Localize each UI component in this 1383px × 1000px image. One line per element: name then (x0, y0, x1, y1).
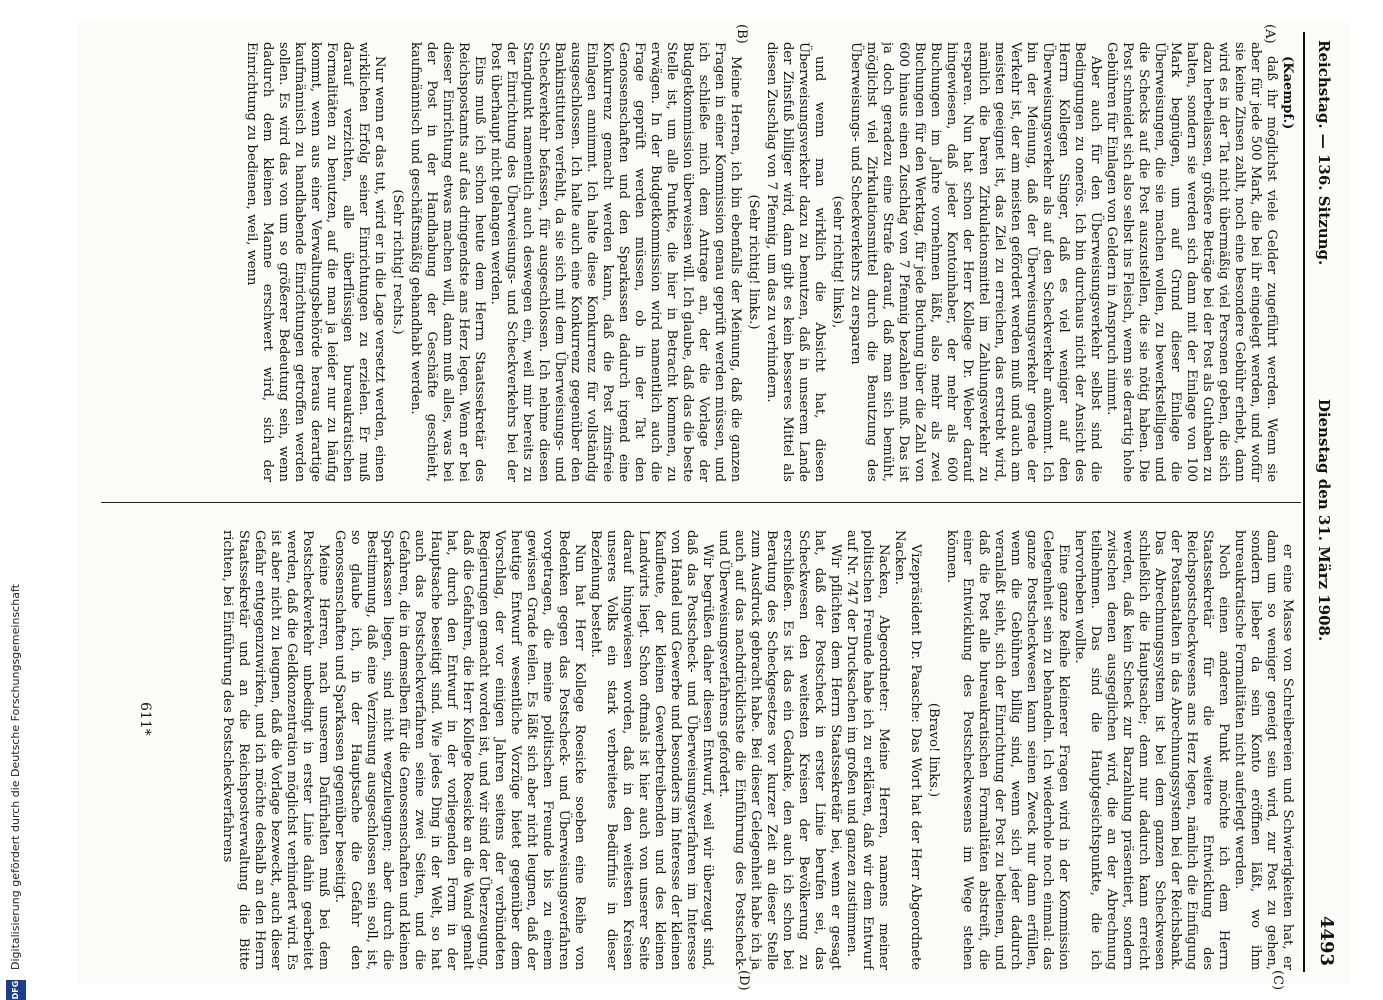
paragraph: Wir pflichten dem Herrn Staatssekretär bei, wenn er gesagt hat, daß der Postscheck in erster Linie berufen sei, das Scheckwesen den weitesten Kreisen der Bevölkerung zu erschließen. Es ist das ein Gedanke, den auch ich schon bei Beratung des Scheckgesetzes vor kurzer Zeit an dieser Stelle zum Ausdruck gebracht habe. Bei dieser Gelegenheit habe ich ja auch auf das nachdrücklichste die Einführung des Postscheck- und Überweisungsverfahrens gefordert. (716, 530, 843, 970)
dfg-logo: DFG (6, 980, 26, 1000)
interjection: (sehr richtig! links), (830, 195, 845, 329)
paragraph: Nacken, Abgeordneter: Meine Herren, namens meiner politischen Freunde habe ich zu erklären, daß wir dem Entwurf auf Nr. 747 der Drucksachen im großen und ganzen zustimmen. (844, 530, 891, 970)
paragraph: Noch einen anderen Punkt möchte ich dem Herrn Staatssekretär für die weitere Entwicklung des Reichspostscheckwesens ans Herz legen, nämlich die Einfügung der Postanstalten in das Abrechnungssystem bei der Reichsbank. Das Abrechnungssystem ist bei dem ganzen Scheckwesen schließlich die Hauptsache; denn nur dadurch kann erreicht werden, daß kein Scheck zur Barzahlung präsentiert, sondern zwischen denen ausgeglichen wird, die an der Abrechnung teilnehmen. Das sind die Hauptgesichtspunkte, die ich hervorheben wollte. (1072, 530, 1231, 970)
signature-mark: 611* (137, 702, 153, 736)
paragraph: Eine ganze Reihe kleinerer Fragen wird in der Kommission Gelegenheit sein zu behandeln. Ich wiederhole noch einmal: das ganze Postscheckwesen kann seinen Zweck nur dann erfüllen, wenn die Gebühren billig sind, wenn sich jeder dadurch veranlaßt sieht, sich der Einrichtung der Post zu bedienen, und daß die Post alle bureaukratischen Formalitäten abstreift, die einer Entwicklung des Postscheckwesens im Wege stehen können. (944, 530, 1071, 970)
left-column (95, 42, 1295, 482)
header-session: Reichstag. — 136. Sitzung. (1315, 40, 1333, 266)
page-header (1305, 40, 1339, 966)
header-rule (1303, 32, 1305, 972)
paragraph: Aber auch für den Überweisungsverkehr selbst sind die Bedingungen zu onerös. Ich bin durchaus nicht der Ansicht des Herrn Kollegen Singer, daß es viel weniger auf den Überweisungsverkehr als auf den Scheckverkehr ankommt. Ich bin der Meinung, daß der Überweisungsverkehr gerade der Verkehr ist, der am meisten gefördert werden muß und auch am meisten geeignet ist, das Ziel zu erreichen, das erstrebt wird, nämlich die baren Zirkulationsmittel im Zahlungsverkehr zu ersparen. Nun hat schon der Herr Kollege Dr. Weber darauf hingewiesen, daß jeder Kontoinhaber, der mehr als 600 Buchungen im Jahre vornehmen läßt, also mehr als zwei Buchungen für den Werktag, für jede Buchung über die Zahl von 600 hinaus einen Zuschlag von 7 Pfennig bezahlen muß. Das ist ja doch geradezu eine Strafe darauf, daß man sich bemüht, möglichst viel Zirkulationsmittel durch die Benutzung des Überweisungs- und Scheckverkehrs zu ersparen (848, 42, 1103, 482)
interjection: (Sehr richtig! rechts.) (390, 189, 405, 335)
paragraph: Wir begrüßen daher diesen Entwurf, weil wir überzeugt sind, daß das Postscheck- und Überweisungsverfahren im Interesse von Handel und Gewerbe und besonders im Interesse der kleinen Kaufleute, der kleinen Gewerbetreibenden und des kleinen Landwirts liegt. Schon oftmals ist hier auch von unserer Seite darauf hingewiesen worden, daß in den weitesten Kreisen unseres Volks ein stark verbreitetes Bedürfnis in dieser Beziehung besteht. (588, 530, 715, 970)
paragraph: Meine Herren, nach unserem Dafürhalten muß bei dem Postscheckverkehr unbedingt in erster Linie dahin gearbeitet werden, daß die Geldkonzentration möglichst verhindert wird. Es ist aber nicht zu leugnen, daß die Vorlage bezweckt, auch dieser Gefahr entgegenzuwirken, und ich möchte deshalb an den Herrn Staatssekretär und an die Reichspostverwaltung die Bitte richten, bei Einführung des Postscheckverfahrens (220, 530, 331, 970)
paragraph: Nur wenn er das tut, wird er in die Lage versetzt werden, einen wirklichen Erfolg seiner Einrichtungen zu erzielen. Er muß darauf verzichten, alle überflüssigen bureaukratischen Formalitäten zu benutzen, auf die man ja leider nur zu häufig kommt, wenn aus einer Verwaltungsbehörde heraus derartige kaufmännisch zu handhabende Einrichtungen getroffen werden sollen. Es wird das von um so größerer Bedeutung sein, wenn dadurch dem kleinen Manne erschwert wird, sich der Einrichtung zu bedienen, weil, wenn (244, 42, 387, 482)
column-divider (101, 502, 1301, 503)
paragraph: er eine Masse von Schreibereien und Schwierigkeiten hat, er dann um so weniger geneigt sein wird, zur Post zu gehen, sondern lieber da sein Konto eröffnen läßt, wo ihm bureaukratische Formalitäten nicht auferlegt werden. (1232, 530, 1295, 970)
interjection: (Sehr richtig! links.) (746, 194, 761, 330)
speaker-tag: (Kaempf.) (1280, 56, 1295, 130)
digitization-credit-text: Digitalisierung gefördert durch die Deutsche Forschungsgemeinschaft (9, 584, 22, 970)
margin-mark-b: (B) (734, 24, 749, 44)
right-column (95, 530, 1295, 970)
interjection: (Bravo! links.) (926, 702, 941, 798)
paragraph: und wenn man wirklich die Absicht hat, diesen Überweisungsverkehr dazu zu benutzen, daß in unserem Lande der Zinsfuß billiger wird, dann gibt es kein besseres Mittel als diesen Zuschlag von 7 Pfennig, um das zu verhindern. (764, 42, 827, 482)
paragraph: Vizepräsident Dr. Paasche: Das Wort hat der Herr Abgeordnete Nacken. (892, 530, 923, 970)
margin-mark-c: (C) (1270, 970, 1285, 991)
header-date: Dienstag den 31. März 1908. (1315, 398, 1333, 642)
paragraph: Meine Herren, ich bin ebenfalls der Meinung, daß die ganzen Fragen in einer Kommission genau geprüft werden müssen, und ich schließe mich dem Antrage an, der die Vorlage der Budgetkommission überweisen will. Ich glaube, daß das die beste Stelle ist, um alle Punkte, die hier in Betracht kommen, zu erwägen. In der Budgetkommission wird namentlich auch die Frage geprüft werden müssen, ob in der Tat den Genossenschaften und den Sparkassen dadurch irgend eine Konkurrenz gemacht werden kann, daß die Post zinsfreie Einlagen annimmt. Ich halte diese Konkurrenz für vollständig ausgeschlossen. Ich halte auch eine Konkurrenz gegenüber den Bankinstituten verfehlt, da sie sich mit dem Überweisungs- und Scheckverkehr befassen, für ausgeschlossen. Ich nehme diesen Standpunkt namentlich auch deswegen ein, weil mir bereits zu der Einrichtung des Überweisungs- und Scheckverkehrs bei der Post überhaupt nicht gelangen werden. (488, 42, 743, 482)
paragraph: Nun hat Herr Kollege Roesicke soeben eine Reihe von Bedenken gegen das Postscheck- und Überweisungsverfahren vorgetragen, die meine politischen Freunde bis zu einem gewissen Grade teilen. Es läßt sich aber nicht leugnen, daß der heutige Entwurf wesentliche Vorzüge bietet gegenüber dem Vorschlag, der vor einigen Jahren seitens der verbündeten Regierungen gemacht worden ist, und wir sind der Überzeugung, daß die Gefahren, die Herr Kollege Roesicke an die Wand gemalt hat, durch den Entwurf in der vorliegenden Form in der Hauptsache beseitigt sind. Wie jedes Ding in der Welt, so hat auch das Postscheckverfahren seine zwei Seiten, und die Gefahren, die in demselben für die Genossenschaften und kleinen Sparkassen liegen, sind nicht wegzuleugnen; aber durch die Bestimmung, daß eine Verzinsung ausgeschlossen sein soll, ist, so glaube ich, in der Hauptsache die Gefahr den Genossenschaften und Sparkassen gegenüber beseitigt. (332, 530, 587, 970)
page-number: 4493 (1316, 915, 1337, 966)
page-content (78, 22, 1349, 991)
margin-mark-d: (D) (736, 970, 751, 991)
margin-mark-a: (A) (1262, 24, 1277, 44)
paragraph: daß ihr möglichst viele Gelder zugeführt werden. Wenn sie aber für jede 500 Mark, die bei ihr eingelegt werden, und wofür sie keine Zinsen zahlt, noch eine besondere Gebühr erhebt, dann wird es in der Tat nicht übermäßig viel Personen geben, die sich dazu herbeilassen, größere Beträge bei der Post als Guthaben zu halten, sondern sie werden sich dann mit der Einlage von 100 Mark begnügen, um auf Grund dieser Einlage die Überweisungen, die sie machen wollen, zu bewerkstelligen und die Schecks auf die Post auszustellen, die sie nötig haben. Die Post schneidet sich also selbst ins Fleisch, wenn sie derartig hohe Gebühren für Einlagen von Geldern in Anspruch nimmt. (1104, 42, 1279, 482)
digitization-credit (6, 0, 26, 1000)
scanned-page (78, 22, 1349, 991)
paragraph: Eins muß ich schon heute dem Herrn Staatssekretär des Reichspostamts auf das dringendste ans Herz legen. Wenn er bei dieser Einrichtung etwas machen will, dann muß alles, was bei der Post in der Handhabung der Geschäfte geschieht, kaufmännisch und geschäftsmäßig gehandhabt werden. (408, 42, 487, 482)
